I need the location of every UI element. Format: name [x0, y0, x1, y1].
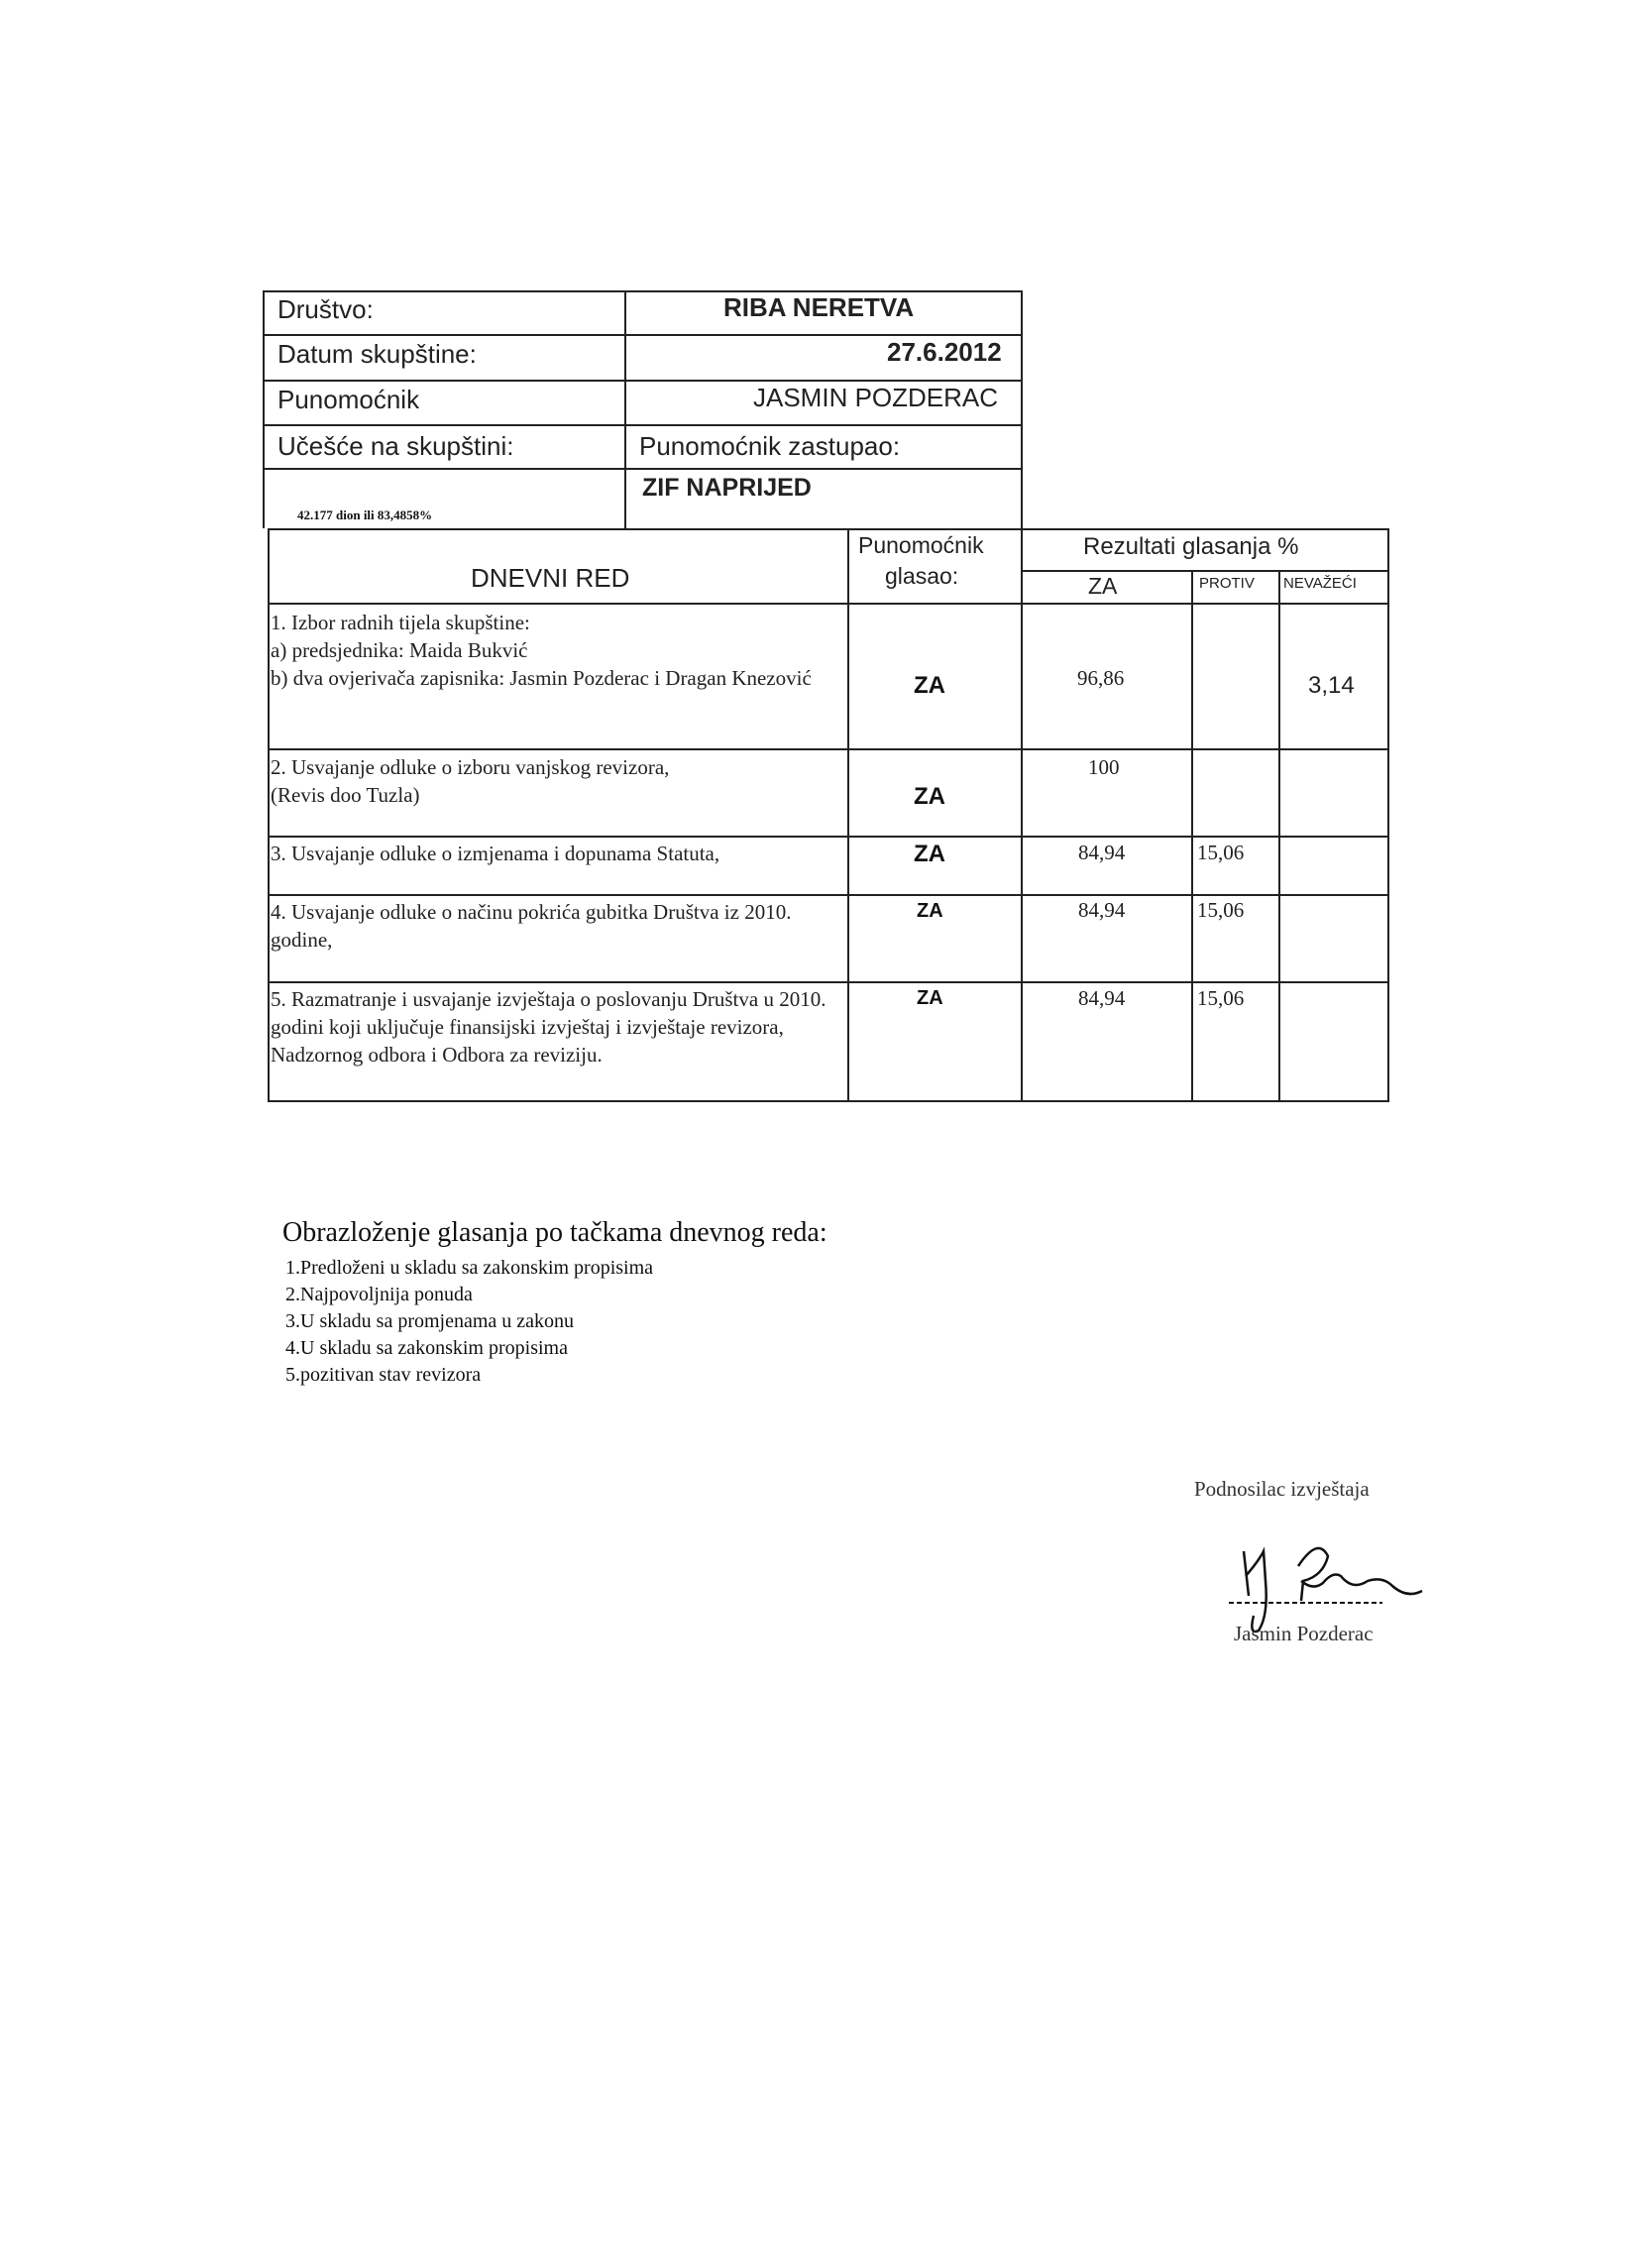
- agenda-item: 5. Razmatranje i usvajanje izvještaja o poslovanju Društva u 2010. godini koji uključuje finansijski izvještaj i izvještaje revizora, Nadzornog odbora i Odbora za reviziju.: [271, 987, 826, 1067]
- reason-item: 2.Najpovoljnija ponuda: [285, 1284, 473, 1305]
- datum-value: 27.6.2012: [887, 337, 1002, 367]
- glasao-value: ZA: [917, 900, 943, 922]
- col-dnevni-red: DNEVNI RED: [471, 563, 630, 593]
- zastupao-label: Punomoćnik zastupao:: [639, 431, 901, 461]
- dionice-note: 42.177 dion ili 83,4858%: [297, 507, 433, 522]
- glasao-value: ZA: [914, 841, 945, 867]
- drustvo-label: Društvo:: [277, 294, 374, 324]
- reason-item: 1.Predloženi u skladu sa zakonskim propisima: [285, 1257, 654, 1279]
- drustvo-value: RIBA NERETVA: [723, 292, 915, 322]
- ucesce-label: Učešće na skupštini:: [277, 431, 514, 461]
- za-value: 84,94: [1078, 898, 1126, 922]
- col-rezultati: Rezultati glasanja %: [1083, 533, 1299, 560]
- protiv-value: 15,06: [1197, 898, 1245, 922]
- punomocnik-label: Punomoćnik: [277, 385, 420, 414]
- col-glasao-line2: glasao:: [885, 563, 959, 589]
- agenda-item: 3. Usvajanje odluke o izmjenama i dopunama Statuta,: [271, 842, 720, 865]
- za-value: 96,86: [1077, 666, 1125, 690]
- glasao-value: ZA: [914, 672, 945, 699]
- signature-title: Podnosilac izvještaja: [1194, 1477, 1370, 1501]
- za-value: 84,94: [1078, 841, 1126, 864]
- protiv-value: 15,06: [1197, 841, 1245, 864]
- signature-name: Jasmin Pozderac: [1234, 1622, 1374, 1645]
- col-nevazeci: NEVAŽEĆI: [1283, 575, 1357, 592]
- reason-item: 5.pozitivan stav revizora: [285, 1364, 482, 1386]
- agenda-item: 2. Usvajanje odluke o izboru vanjskog revizora, (Revis doo Tuzla): [271, 755, 670, 807]
- obrazlozenje-title: Obrazloženje glasanja po tačkama dnevnog reda:: [282, 1217, 827, 1248]
- reason-item: 3.U skladu sa promjenama u zakonu: [285, 1310, 575, 1332]
- agenda-item: 4. Usvajanje odluke o načinu pokrića gubitka Društva iz 2010. godine,: [271, 900, 792, 952]
- glasao-value: ZA: [917, 987, 943, 1009]
- zastupao-value: ZIF NAPRIJED: [642, 474, 812, 502]
- col-protiv: PROTIV: [1199, 575, 1255, 592]
- datum-label: Datum skupštine:: [277, 339, 477, 369]
- col-glasao-line1: Punomoćnik: [858, 532, 984, 558]
- glasao-value: ZA: [914, 783, 945, 810]
- agenda-item: 1. Izbor radnih tijela skupštine: a) predsjednika: Maida Bukvić b) dva ovjerivača zapisnika: Jasmin Pozderac i Dragan Knezović: [271, 611, 812, 690]
- protiv-value: 15,06: [1197, 986, 1245, 1010]
- punomocnik-value: JASMIN POZDERAC: [753, 383, 999, 412]
- za-value: 84,94: [1078, 986, 1126, 1010]
- za-value: 100: [1088, 755, 1120, 779]
- col-za: ZA: [1088, 573, 1118, 599]
- reason-item: 4.U skladu sa zakonskim propisima: [285, 1337, 568, 1359]
- nevazeci-value: 3,14: [1308, 672, 1355, 699]
